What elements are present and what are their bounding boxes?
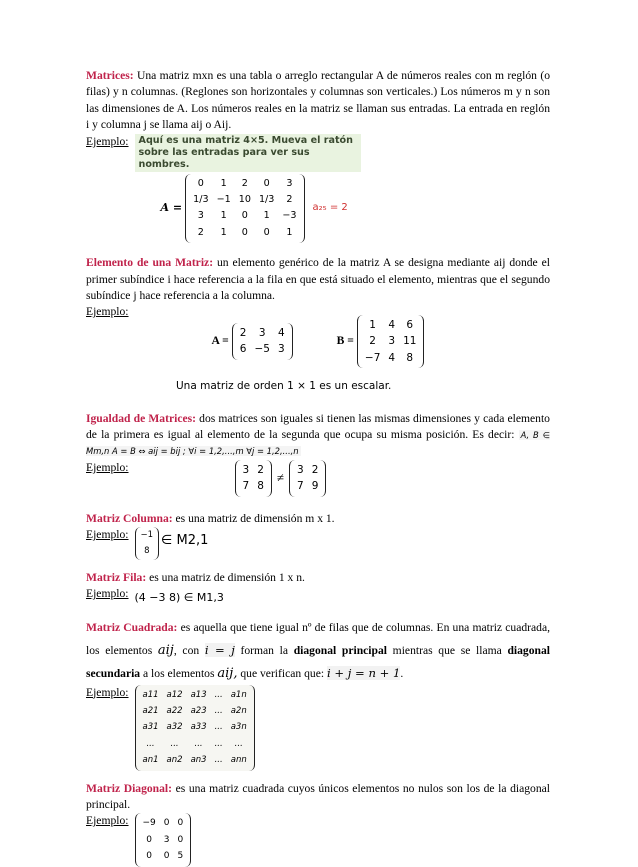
matrix-cell: an3 [190,755,207,766]
matrix-cell: 7 [242,480,250,493]
matrix-cell: 3 [297,463,304,476]
matrix-cell: 2 [239,327,247,340]
matrix-cell: a3n [230,722,247,733]
matrix-cell: a1n [230,689,247,700]
matrix-right [289,460,326,497]
section-diagonal [86,781,550,867]
matrix-a-label: A = [160,201,183,215]
not-equal-sign: ≠ [276,469,285,485]
matrix-cell: a13 [190,689,207,700]
diagonal-secundaria-term: diagonal secundaria [86,643,550,680]
matrix-cell: ... [214,755,223,766]
matrix-row [139,848,188,864]
cuadrada-text: forman la [234,643,294,657]
ejemplo-label: Ejemplo: [86,134,129,148]
matrices-caption: Aquí es una matriz 4×5. Mueva el ratón sobre las entradas para ver sus nombres. [135,134,361,172]
matrix-cell: ... [214,705,223,716]
diagonal-heading: Matriz Diagonal: [86,781,173,795]
matrix-cell: an1 [142,755,159,766]
matrix-row [236,341,289,357]
matrix-cell: 10 [238,194,251,206]
matrix-cell: 3 [277,343,285,356]
matrix-cell: ... [146,738,155,749]
matrix-cell: 8 [144,546,150,557]
matrix-cell: 0 [241,210,248,222]
igualdad-formula: A, B ∈ Mm,n A = B ⇔ aij = bij ; ∀i = 1,2,...,m ∀j = 1,2,...,n [86,429,550,457]
matrix-cell: a2n [230,705,247,716]
matrix-cell: a32 [166,722,183,733]
matrix-cell: a21 [142,705,159,716]
columna-paragraph [86,511,550,527]
matrix-cell: 2 [286,194,293,206]
matrix-cell: −1 [140,529,154,540]
matrix-cell: 3 [388,335,396,348]
matrix-cell: an2 [166,755,183,766]
matrix-cell: ... [214,722,223,733]
matrix-cell: a31 [142,722,159,733]
matrix-row [139,815,188,831]
matrix-row [293,478,322,494]
matrix-cell: 0 [241,226,248,238]
matrix-b [357,315,425,368]
igualdad-example [86,460,550,497]
matrix-cell: −1 [216,194,231,206]
matrix-row [361,350,421,366]
matrix-row [189,225,300,241]
matrix-cell: 5 [177,851,184,862]
matrix-cell: 3 [163,834,170,845]
matrix-row [293,462,322,478]
matrix-cell: 3 [197,210,204,222]
ejemplo-label: Ejemplo: [86,305,129,319]
matrix-cell: 7 [297,480,304,493]
cuadrada-example [86,685,550,771]
matrix-cell: 1 [220,226,227,238]
matrix-row [239,478,268,494]
matrix-cell: 8 [406,351,414,364]
column-set: ∈ M2,1 [161,532,209,548]
matrix-row [361,333,421,349]
fila-text: es una matriz de dimensión 1 x n. [146,570,305,584]
matrix-cell: 0 [177,834,184,845]
matrices-text: Una matriz mxn es una tabla o arreglo rectangular A de números reales con m reglón (o filas) y n columnas. (Reglones son horizontales y columnas son verticales.) Los números m y n son las dimensiones de A. Los números reales en la matriz se llaman sus entradas. La entrada en reglón i y columna j se llama aij o Aij. [86,69,550,132]
matrix-cell: a33 [190,722,207,733]
matrix-cell: a23 [190,705,207,716]
aij-symbol: aij [157,642,174,658]
matrix-cell: ... [214,738,223,749]
igualdad-paragraph [86,411,550,460]
matrix-cell: 0 [163,818,170,829]
ejemplo-label: Ejemplo: [86,814,129,828]
matrix-cell: 3 [258,327,266,340]
matrix-cell: a22 [166,705,183,716]
matrix-cell: ... [214,689,223,700]
matrix-row [236,325,289,341]
cuadrada-text: mientras que se llama [387,643,508,657]
matrices-heading: Matrices: [86,69,134,82]
matrix-cell: 1 [220,210,227,222]
matrix-cell: 4 [277,327,285,340]
igualdad-text: dos matrices son iguales si tienen las mismas dimensiones y cada elemento de la primera es igual al elemento de la segunda que ocupa su misma posición. Es decir: [86,411,550,441]
fila-paragraph [86,570,550,586]
matrix-cell: 4 [388,351,396,364]
matrix-cell: −5 [254,343,270,356]
matrix-cell: 2 [369,335,376,348]
matrix-cell: ann [230,755,247,766]
matrix-cell: a11 [142,689,159,700]
matrix-row [139,703,251,719]
matrix-row [137,527,158,543]
matrix-row [139,752,251,768]
matrices-example [86,134,550,244]
diagonal-principal-term: diagonal principal [293,643,387,657]
matrix-row [189,192,300,208]
matrix-row [239,462,268,478]
section-cuadrada [86,617,550,771]
cuadrada-text: a los elementos [140,666,218,680]
matrix-cell: −3 [282,210,297,222]
elemento-text: un elemento genérico de la matriz A se designa mediante aij donde el primer subíndice i hace referencia a la fila en que está situado el elemento, mientras que el segundo subíndice j hace referencia a la columna. [86,256,550,303]
matrix-cell: 2 [311,463,319,476]
matrix-cell: 6 [406,318,414,331]
matrix-cell: 0 [146,851,153,862]
cuadrada-text: . [400,666,404,680]
igualdad-heading: Igualdad de Matrices: [86,411,196,425]
matrix-cell: 9 [311,480,319,493]
matrix-cell: 1 [286,226,293,238]
matrix-cell: 2 [197,226,204,238]
diagonal-example [86,813,550,866]
matrix-cell: ... [234,738,243,749]
matrix-cell: 1/3 [193,194,209,206]
cuadrada-text: , con [173,643,205,657]
matrix-cell: 0 [263,177,270,189]
cuadrada-text: que verifican que: [237,666,327,680]
matrix-a [232,323,293,360]
matrix-cell: a12 [166,689,183,700]
columna-heading: Matriz Columna: [86,511,173,525]
cuadrada-heading: Matriz Cuadrada: [86,620,178,634]
matrix-cell: 0 [146,834,153,845]
columna-example [86,527,550,560]
elemento-heading: Elemento de una Matriz: [86,256,214,270]
matrix-cell: 2 [257,463,264,476]
matrix-cell: 1 [369,318,376,331]
matrices-paragraph [86,68,550,134]
matrix-cell: ... [170,738,179,749]
matrix-cell: 6 [239,343,247,356]
matrix-cell: 1 [263,210,270,222]
matrix-left [235,460,272,497]
matrix-cell: 3 [242,463,250,476]
aij-symbol: aij, [217,665,238,681]
matrix-cell: 3 [286,177,293,189]
fila-example [86,586,550,606]
condition-formula: i + j = n + 1 [326,665,401,680]
columna-text: es una matriz de dimensión m x 1. [172,511,335,525]
matrix-cell: 8 [257,480,264,493]
square-matrix [135,685,255,771]
document-page [86,68,550,867]
matrix-row [139,687,251,703]
entry-note: a₂₅ = 2 [312,202,348,214]
diagonal-matrix [135,813,192,866]
matrix-cell: 1 [220,177,227,189]
diagonal-paragraph [86,781,550,814]
matrix-cell: 0 [177,818,184,829]
matrix-cell: −7 [364,351,381,364]
cuadrada-paragraph [86,617,550,685]
matrix-cell: 0 [197,177,204,189]
matrix-cell: 4 [388,318,396,331]
matrix-row [139,736,251,752]
ejemplo-label: Ejemplo: [86,460,129,474]
matrix-row [137,543,158,559]
matrices-example-image [135,134,361,244]
matrix-row [139,832,188,848]
diagonal-text: es una matriz cuadrada cuyos únicos elementos no nulos son los de la diagonal principal. [86,781,550,811]
cuadrada-text: es aquella que tiene igual nº de filas que de columnas. En una matriz cuadrada, los elementos [86,620,550,657]
matrix-cell: 0 [163,851,170,862]
matrix-row [361,317,421,333]
matrix-row [189,208,300,224]
matrix-cell: 1/3 [258,194,275,206]
section-fila [86,570,550,607]
matrix-cell: ... [194,738,203,749]
matrix-row [189,176,300,192]
matrix-cell: 2 [241,177,248,189]
column-matrix [135,527,160,560]
matrix-a [185,174,304,244]
matrix-b-label: B = [336,334,354,348]
matrix-cell: 0 [263,226,270,238]
escalar-note: Una matriz de orden 1 × 1 es un escalar. [176,380,392,393]
section-columna [86,511,550,560]
elemento-matrices [86,315,550,368]
matrix-row [139,719,251,735]
ejemplo-label: Ejemplo: [86,527,129,541]
elemento-paragraph [86,255,550,304]
row-expression: (4 −3 8) ∈ M1,3 [134,591,224,605]
section-igualdad [86,411,550,497]
ejemplo-label: Ejemplo: [86,685,129,699]
matrix-cell: −9 [142,818,156,829]
matrix-cell: 11 [403,335,417,348]
section-elemento [86,255,550,394]
ejemplo-label: Ejemplo: [86,587,129,601]
fila-heading: Matriz Fila: [86,570,147,584]
matrix-a-label: A = [211,334,229,348]
i-equals-j: i = j [204,642,235,657]
section-matrices [86,68,550,243]
